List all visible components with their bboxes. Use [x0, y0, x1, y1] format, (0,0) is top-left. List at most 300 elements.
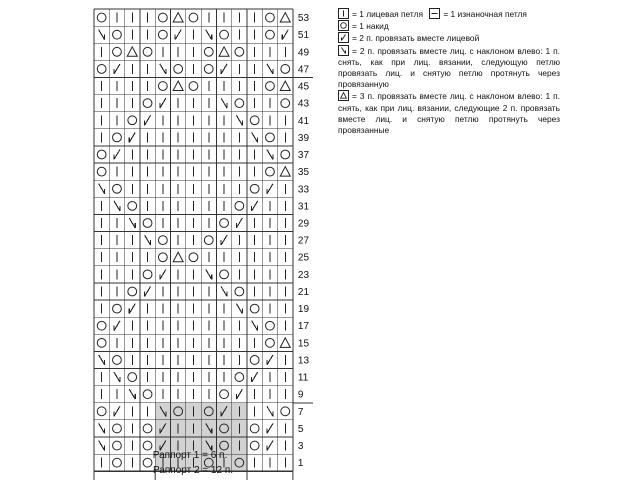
chart-cell-knit — [171, 146, 186, 163]
chart-cell-yarn-over — [109, 420, 124, 437]
chart-cell-yarn-over — [216, 420, 231, 437]
chart-cell-yarn-over — [140, 43, 155, 60]
chart-cell-ssk — [109, 197, 124, 214]
chart-cell-knit — [201, 77, 216, 94]
chart-cell-knit — [201, 249, 216, 266]
chart-cell-knit — [216, 334, 231, 351]
chart-cell-knit — [171, 214, 186, 231]
chart-cell-yarn-over — [201, 232, 216, 249]
row-number-label: 45 — [297, 81, 310, 93]
chart-cell-yarn-over — [216, 386, 231, 403]
row-number-label: 3 — [297, 441, 304, 453]
legend-text-sk2p: = 3 п. провязать вместе лиц. с наклоном влево: 1 п. снять, как при лиц. вязании, следующие 2 п. провязать вместе лиц. и снятую петлю протянуть через провязанные — [338, 91, 560, 136]
legend-text-k2tog: = 2 п. провязать вместе лицевой — [352, 33, 480, 44]
chart-cell-knit — [186, 214, 201, 231]
chart-cell-knit — [155, 369, 170, 386]
chart-cell-knit — [140, 60, 155, 77]
chart-cell-knit — [247, 26, 262, 43]
chart-cell-knit — [125, 232, 140, 249]
chart-cell-yarn-over — [155, 26, 170, 43]
legend-text-yarn-over: = 1 накид — [352, 21, 389, 32]
chart-cell-yarn-over — [186, 9, 201, 26]
chart-cell-knit — [216, 300, 231, 317]
chart-cell-yarn-over — [109, 351, 124, 368]
chart-cell-knit — [262, 283, 277, 300]
chart-cell-k2tog — [247, 369, 262, 386]
chart-cell-knit — [94, 129, 109, 146]
chart-cell-knit — [186, 334, 201, 351]
chart-cell-ssk — [201, 266, 216, 283]
chart-cell-k2tog — [140, 112, 155, 129]
chart-cell-k2tog — [109, 317, 124, 334]
row-number-label: 11 — [297, 372, 309, 384]
chart-cell-knit — [155, 214, 170, 231]
chart-cell-yarn-over — [278, 403, 293, 420]
chart-cell-knit — [140, 369, 155, 386]
legend-row-1 — [338, 8, 560, 20]
chart-cell-ssk — [201, 420, 216, 437]
chart-cell-k2tog — [155, 95, 170, 112]
chart-cell-ssk — [262, 403, 277, 420]
chart-cell-knit — [278, 369, 293, 386]
chart-cell-yarn-over — [201, 403, 216, 420]
chart-cell-sk2p — [278, 77, 293, 94]
chart-cell-k2tog — [109, 146, 124, 163]
chart-cell-ssk — [247, 129, 262, 146]
chart-cell-knit — [186, 420, 201, 437]
chart-cell-knit — [140, 146, 155, 163]
chart-cell-knit — [262, 43, 277, 60]
chart-cell-knit — [140, 317, 155, 334]
chart-cell-knit — [262, 300, 277, 317]
chart-cell-knit — [140, 129, 155, 146]
yarn-over-symbol-icon — [338, 20, 349, 31]
chart-cell-knit — [94, 249, 109, 266]
chart-cell-ssk — [232, 300, 247, 317]
chart-cell-yarn-over — [94, 334, 109, 351]
chart-cell-ssk — [247, 317, 262, 334]
chart-cell-yarn-over — [125, 197, 140, 214]
chart-cell-knit — [262, 386, 277, 403]
chart-cell-knit — [232, 129, 247, 146]
chart-cell-knit — [109, 283, 124, 300]
chart-cell-knit — [216, 146, 231, 163]
chart-cell-knit — [247, 146, 262, 163]
chart-cell-knit — [155, 300, 170, 317]
chart-cell-knit — [186, 386, 201, 403]
chart-cell-knit — [186, 351, 201, 368]
chart-cell-knit — [216, 197, 231, 214]
chart-cell-knit — [140, 180, 155, 197]
chart-cell-yarn-over — [262, 77, 277, 94]
chart-cell-knit — [125, 163, 140, 180]
chart-cell-knit — [125, 26, 140, 43]
chart-cell-knit — [278, 112, 293, 129]
chart-cell-knit — [140, 351, 155, 368]
row-number-label: 49 — [297, 47, 310, 59]
chart-cell-knit — [232, 9, 247, 26]
chart-cell-knit — [232, 26, 247, 43]
chart-cell-k2tog — [125, 300, 140, 317]
chart-cell-knit — [109, 334, 124, 351]
chart-cell-knit — [109, 266, 124, 283]
chart-cell-knit — [216, 317, 231, 334]
chart-cell-yarn-over — [216, 26, 231, 43]
chart-cell-knit — [278, 386, 293, 403]
chart-cell-knit — [140, 163, 155, 180]
chart-cell-knit — [140, 197, 155, 214]
chart-cell-ssk — [201, 26, 216, 43]
chart-cell-ssk — [94, 26, 109, 43]
chart-cell-knit — [278, 351, 293, 368]
chart-cell-knit — [247, 403, 262, 420]
chart-cell-knit — [186, 232, 201, 249]
legend-text-ssk: = 2 п. провязать вместе лиц. с наклоном влево: 1 п. снять, как при лиц. вязании, следующую петлю провязать лиц. и снятую петлю протянуть через провязанную — [338, 45, 560, 90]
row-number-label: 21 — [297, 286, 310, 298]
legend-row-4 — [338, 45, 560, 91]
chart-cell-knit — [125, 60, 140, 77]
chart-cell-knit — [171, 163, 186, 180]
chart-cell-knit — [262, 95, 277, 112]
chart-cell-knit — [201, 214, 216, 231]
chart-cell-k2tog — [140, 283, 155, 300]
chart-cell-knit — [94, 112, 109, 129]
chart-cell-knit — [155, 334, 170, 351]
chart-cell-ssk — [216, 95, 231, 112]
chart-cell-yarn-over — [247, 112, 262, 129]
chart-cell-knit — [262, 369, 277, 386]
chart-cell-k2tog — [216, 60, 231, 77]
chart-cell-knit — [171, 420, 186, 437]
chart-cell-knit — [155, 386, 170, 403]
chart-cell-knit — [186, 60, 201, 77]
repeat-2-label: Раппорт 2 = 12 п. — [152, 465, 234, 476]
repeat-1-label: Раппорт 1 = 6 п. — [152, 450, 228, 461]
chart-cell-knit — [171, 95, 186, 112]
chart-cell-yarn-over — [232, 197, 247, 214]
chart-cell-knit — [278, 197, 293, 214]
row-number-label: 7 — [297, 406, 304, 418]
chart-cell-knit — [278, 232, 293, 249]
chart-cell-knit — [247, 249, 262, 266]
row-number-label: 15 — [297, 338, 310, 350]
chart-cell-knit — [186, 26, 201, 43]
chart-cell-knit — [201, 146, 216, 163]
chart-cell-knit — [247, 214, 262, 231]
chart-cell-knit — [278, 249, 293, 266]
chart-cell-knit — [247, 9, 262, 26]
chart-cell-knit — [201, 351, 216, 368]
chart-cell-yarn-over — [109, 437, 124, 454]
legend-text-knit: = 1 лицевая петля — [352, 9, 423, 19]
chart-cell-knit — [94, 214, 109, 231]
chart-cell-k2tog — [262, 437, 277, 454]
chart-cell-yarn-over — [155, 9, 170, 26]
row-number-label: 25 — [297, 252, 310, 264]
chart-cell-knit — [201, 180, 216, 197]
chart-cell-ssk — [94, 180, 109, 197]
chart-cell-ssk — [140, 232, 155, 249]
chart-cell-yarn-over — [155, 249, 170, 266]
chart-cell-knit — [125, 454, 140, 471]
chart-cell-yarn-over — [232, 283, 247, 300]
chart-cell-k2tog — [262, 351, 277, 368]
row-number-label: 5 — [297, 423, 304, 435]
chart-cell-knit — [94, 454, 109, 471]
row-number-label: 37 — [297, 150, 310, 162]
chart-cell-knit — [140, 77, 155, 94]
chart-cell-knit — [94, 95, 109, 112]
chart-cell-ssk — [109, 369, 124, 386]
chart-cell-k2tog — [109, 403, 124, 420]
chart-cell-knit — [186, 95, 201, 112]
chart-cell-yarn-over — [232, 95, 247, 112]
chart-cell-yarn-over — [247, 180, 262, 197]
chart-cell-knit — [94, 300, 109, 317]
chart-cell-knit — [216, 129, 231, 146]
chart-cell-knit — [109, 163, 124, 180]
chart-cell-knit — [232, 163, 247, 180]
chart-cell-knit — [155, 351, 170, 368]
chart-cell-sk2p — [171, 77, 186, 94]
chart-cell-ssk — [155, 403, 170, 420]
chart-cell-ssk — [94, 420, 109, 437]
chart-cell-knit — [247, 283, 262, 300]
chart-cell-knit — [186, 146, 201, 163]
chart-cell-yarn-over — [109, 129, 124, 146]
chart-cell-knit — [155, 112, 170, 129]
chart-cell-knit — [232, 60, 247, 77]
chart-cell-knit — [247, 43, 262, 60]
chart-cell-yarn-over — [201, 43, 216, 60]
chart-cell-k2tog — [262, 180, 277, 197]
chart-cell-yarn-over — [247, 420, 262, 437]
chart-cell-yarn-over — [216, 266, 231, 283]
chart-cell-knit — [186, 283, 201, 300]
chart-cell-knit — [201, 129, 216, 146]
chart-cell-knit — [232, 317, 247, 334]
chart-cell-knit — [278, 283, 293, 300]
chart-cell-knit — [155, 146, 170, 163]
chart-cell-knit — [125, 403, 140, 420]
chart-cell-k2tog — [155, 420, 170, 437]
chart-cell-sk2p — [216, 43, 231, 60]
chart-cell-sk2p — [171, 249, 186, 266]
chart-cell-knit — [140, 403, 155, 420]
chart-cell-knit — [171, 317, 186, 334]
chart-cell-yarn-over — [109, 43, 124, 60]
chart-cell-yarn-over — [186, 249, 201, 266]
row-number-label: 1 — [297, 458, 304, 470]
chart-cell-knit — [232, 403, 247, 420]
chart-cell-knit — [216, 77, 231, 94]
chart-cell-knit — [216, 163, 231, 180]
chart-cell-ssk — [155, 60, 170, 77]
chart-cell-knit — [247, 334, 262, 351]
chart-cell-ssk — [262, 146, 277, 163]
chart-cell-knit — [171, 369, 186, 386]
chart-cell-yarn-over — [262, 163, 277, 180]
chart-cell-knit — [232, 266, 247, 283]
chart-cell-ssk — [125, 214, 140, 231]
chart-cell-knit — [186, 317, 201, 334]
chart-cell-knit — [94, 43, 109, 60]
chart-cell-k2tog — [155, 266, 170, 283]
chart-cell-yarn-over — [140, 266, 155, 283]
chart-cell-knit — [186, 163, 201, 180]
chart-cell-yarn-over — [232, 369, 247, 386]
chart-cell-k2tog — [171, 26, 186, 43]
chart-cell-ssk — [216, 283, 231, 300]
chart-cell-knit — [125, 266, 140, 283]
row-number-label: 47 — [297, 64, 310, 76]
chart-cell-knit — [186, 129, 201, 146]
chart-cell-knit — [94, 369, 109, 386]
chart-cell-knit — [125, 420, 140, 437]
legend-row-5 — [338, 90, 560, 136]
chart-cell-yarn-over — [94, 146, 109, 163]
chart-cell-yarn-over — [262, 9, 277, 26]
chart-cell-yarn-over — [262, 317, 277, 334]
chart-cell-knit — [171, 386, 186, 403]
chart-cell-k2tog — [232, 214, 247, 231]
chart-cell-knit — [186, 403, 201, 420]
chart-cell-knit — [155, 317, 170, 334]
chart-cell-knit — [125, 249, 140, 266]
legend-text-purl: = 1 изнаночная петля — [443, 9, 527, 19]
chart-cell-ssk — [232, 112, 247, 129]
chart-cell-yarn-over — [155, 232, 170, 249]
chart-cell-knit — [278, 266, 293, 283]
chart-cell-knit — [140, 300, 155, 317]
legend-row-3 — [338, 32, 560, 44]
chart-cell-knit — [125, 95, 140, 112]
chart-cell-knit — [171, 300, 186, 317]
row-number-label: 17 — [297, 321, 310, 333]
chart-cell-k2tog — [216, 403, 231, 420]
row-number-label: 39 — [297, 132, 310, 144]
chart-cell-knit — [216, 249, 231, 266]
chart-cell-yarn-over — [171, 403, 186, 420]
chart-cell-yarn-over — [247, 351, 262, 368]
chart-cell-knit — [201, 112, 216, 129]
chart-cell-yarn-over — [247, 437, 262, 454]
chart-cell-knit — [278, 300, 293, 317]
chart-cell-knit — [262, 249, 277, 266]
chart-cell-knit — [201, 334, 216, 351]
chart-cell-knit — [186, 112, 201, 129]
row-number-label: 51 — [297, 30, 310, 42]
chart-cell-knit — [247, 95, 262, 112]
chart-cell-yarn-over — [278, 146, 293, 163]
chart-cell-knit — [278, 420, 293, 437]
chart-cell-k2tog — [109, 60, 124, 77]
chart-cell-knit — [232, 437, 247, 454]
chart-cell-yarn-over — [94, 317, 109, 334]
chart-cell-knit — [262, 112, 277, 129]
chart-cell-knit — [109, 232, 124, 249]
chart-cell-knit — [171, 283, 186, 300]
row-number-label: 53 — [297, 13, 310, 25]
chart-cell-knit — [201, 317, 216, 334]
chart-cell-knit — [140, 9, 155, 26]
sk2p-symbol-icon — [338, 90, 349, 101]
chart-cell-knit — [140, 249, 155, 266]
chart-cell-ssk — [94, 437, 109, 454]
chart-cell-yarn-over — [125, 369, 140, 386]
chart-cell-knit — [232, 420, 247, 437]
chart-cell-knit — [278, 437, 293, 454]
chart-cell-k2tog — [216, 232, 231, 249]
chart-cell-knit — [109, 386, 124, 403]
purl-symbol-icon — [429, 8, 440, 19]
chart-cell-knit — [232, 334, 247, 351]
chart-cell-knit — [232, 232, 247, 249]
chart-cell-knit — [247, 454, 262, 471]
chart-cell-knit — [201, 95, 216, 112]
chart-cell-yarn-over — [109, 454, 124, 471]
chart-cell-k2tog — [262, 420, 277, 437]
chart-cell-knit — [232, 77, 247, 94]
chart-cell-knit — [186, 300, 201, 317]
chart-cell-yarn-over — [94, 9, 109, 26]
chart-cell-knit — [94, 283, 109, 300]
knit-symbol-icon — [338, 8, 349, 19]
chart-cell-knit — [109, 249, 124, 266]
chart-cell-yarn-over — [140, 214, 155, 231]
chart-cell-knit — [109, 9, 124, 26]
row-number-label: 9 — [297, 389, 304, 401]
chart-cell-knit — [247, 232, 262, 249]
chart-cell-knit — [201, 386, 216, 403]
chart-cell-knit — [94, 266, 109, 283]
chart-cell-knit — [125, 351, 140, 368]
chart-cell-knit — [186, 43, 201, 60]
chart-cell-knit — [140, 334, 155, 351]
chart-cell-yarn-over — [232, 454, 247, 471]
legend-row-2 — [338, 20, 560, 32]
chart-cell-yarn-over — [155, 77, 170, 94]
chart-cell-yarn-over — [201, 60, 216, 77]
chart-cell-knit — [171, 266, 186, 283]
chart-cell-knit — [171, 197, 186, 214]
ssk-symbol-icon — [338, 45, 349, 56]
chart-cell-knit — [232, 351, 247, 368]
chart-cell-yarn-over — [278, 95, 293, 112]
chart-cell-yarn-over — [94, 60, 109, 77]
chart-cell-knit — [171, 112, 186, 129]
chart-cell-knit — [109, 214, 124, 231]
chart-cell-k2tog — [232, 386, 247, 403]
chart-cell-knit — [125, 9, 140, 26]
chart-cell-knit — [171, 129, 186, 146]
chart-cell-knit — [232, 180, 247, 197]
chart-cell-knit — [125, 317, 140, 334]
chart-cell-knit — [201, 283, 216, 300]
chart-cell-knit — [125, 334, 140, 351]
k2tog-symbol-icon — [338, 32, 349, 43]
row-number-label: 35 — [297, 167, 310, 179]
chart-cell-yarn-over — [262, 26, 277, 43]
chart-cell-yarn-over — [262, 334, 277, 351]
chart-cell-knit — [171, 232, 186, 249]
row-number-label: 41 — [297, 115, 310, 127]
chart-cell-knit — [94, 386, 109, 403]
chart-cell-ssk — [125, 386, 140, 403]
chart-cell-yarn-over — [94, 163, 109, 180]
chart-cell-knit — [155, 163, 170, 180]
chart-cell-knit — [186, 197, 201, 214]
